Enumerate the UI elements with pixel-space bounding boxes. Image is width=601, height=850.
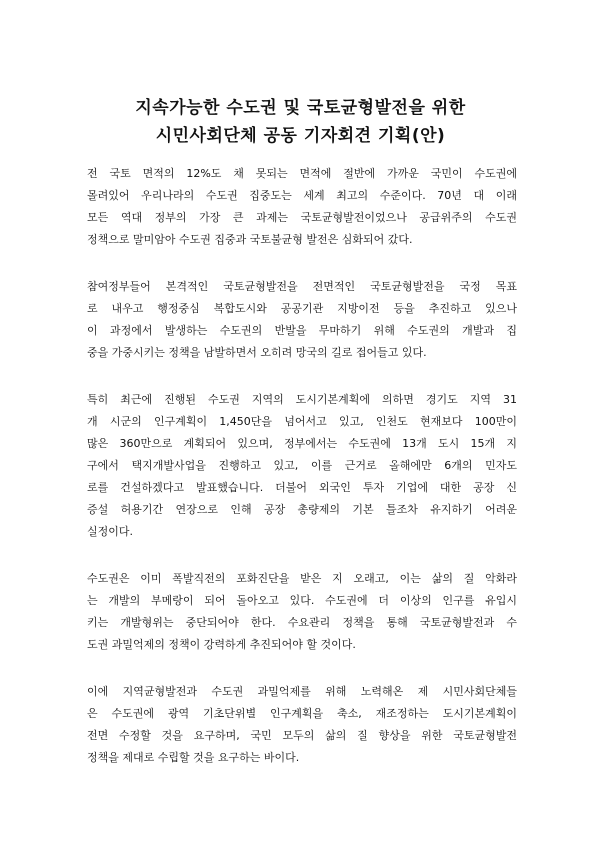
document-title-line-2: 시민사회단체 공동 기자회견 기획(안) xyxy=(155,126,446,146)
paragraph-line: 증설 허용기간 연장으로 인해 공장 총량제의 기본 틀조차 유지하기 어려운 xyxy=(87,503,517,516)
paragraph xyxy=(87,276,517,364)
paragraph-line: 정책을 제대로 수립할 것을 요구하는 바이다. xyxy=(87,751,300,764)
paragraph-line: 로 내우고 행정중심 복합도시와 공공기관 지방이전 등을 추진하고 있으나 xyxy=(87,302,517,315)
paragraph-line: 수도권은 이미 폭발직전의 포화진단을 받은 지 오래고, 이는 삶의 질 악화라 xyxy=(87,572,517,585)
paragraph-line: 중을 가중시키는 정책을 남발하면서 오히려 망국의 길로 접어들고 있다. xyxy=(87,346,427,359)
paragraph-line: 이 과정에서 발생하는 수도권의 반발을 무마하기 위해 수도권의 개발과 집 xyxy=(87,324,517,337)
paragraph-line: 몰려있어 우리나라의 수도권 집중도는 세계 최고의 수준이다. 70년 대 이래 xyxy=(87,189,517,202)
paragraph-line: 실정이다. xyxy=(87,525,134,538)
paragraph-line: 참여정부들어 본격적인 국토균형발전을 전면적인 국토균형발전을 국정 목표 xyxy=(87,280,517,293)
paragraph-line: 전 국토 면적의 12%도 채 못되는 면적에 절반에 가까운 국민이 수도권에 xyxy=(87,167,517,180)
paragraph xyxy=(87,568,517,656)
paragraph xyxy=(87,389,517,543)
paragraph xyxy=(87,163,517,251)
paragraph-line: 이에 지역균형발전과 수도권 과밀억제를 위해 노력해온 제 시민사회단체들 xyxy=(87,685,517,698)
paragraph-line: 로를 건설하겠다고 발표했습니다. 더불어 외국인 투자 기업에 대한 공장 신 xyxy=(87,481,517,494)
paragraph-line: 개 시군의 인구계획이 1,450단을 넘어서고 있고, 인천도 현재보다 100만이 xyxy=(87,415,517,428)
document-body xyxy=(87,163,517,794)
paragraph-line: 모든 역대 정부의 가장 큰 과제는 국토균형발전이었으나 공급위주의 수도권 xyxy=(87,211,517,224)
paragraph-line: 구에서 택지개발사업을 진행하고 있고, 이를 근거로 올해에만 6개의 민자도 xyxy=(87,459,517,472)
paragraph-line: 많은 360만으로 계획되어 있으며, 정부에서는 수도권에 13개 도시 15개 지 xyxy=(87,437,517,450)
paragraph-line: 전면 수정할 것을 요구하며, 국민 모두의 삶의 질 향상을 위한 국토균형발전 xyxy=(87,729,517,742)
paragraph-line: 특히 최근에 진행된 수도권 지역의 도시기본계획에 의하면 경기도 지역 31 xyxy=(87,393,517,406)
document-title-line-1: 지속가능한 수도권 및 국토균형발전을 위한 xyxy=(135,98,466,118)
paragraph xyxy=(87,681,517,769)
paragraph-line: 는 개발의 부메랑이 되어 돌아오고 있다. 수도권에 더 이상의 인구를 유입시 xyxy=(87,594,517,607)
paragraph-line: 은 수도권에 광역 기초단위별 인구계획을 축소, 재조정하는 도시기본계획이 xyxy=(87,707,517,720)
paragraph-line: 키는 개발형위는 중단되어야 한다. 수요관리 정책을 통해 국토균형발전과 수 xyxy=(87,616,517,629)
paragraph-line: 정책으로 말미암아 수도권 집중과 국토불균형 발전은 심화되어 갔다. xyxy=(87,233,413,246)
paragraph-line: 도권 과밀억제의 정책이 강력하게 추진되어야 할 것이다. xyxy=(87,638,356,651)
